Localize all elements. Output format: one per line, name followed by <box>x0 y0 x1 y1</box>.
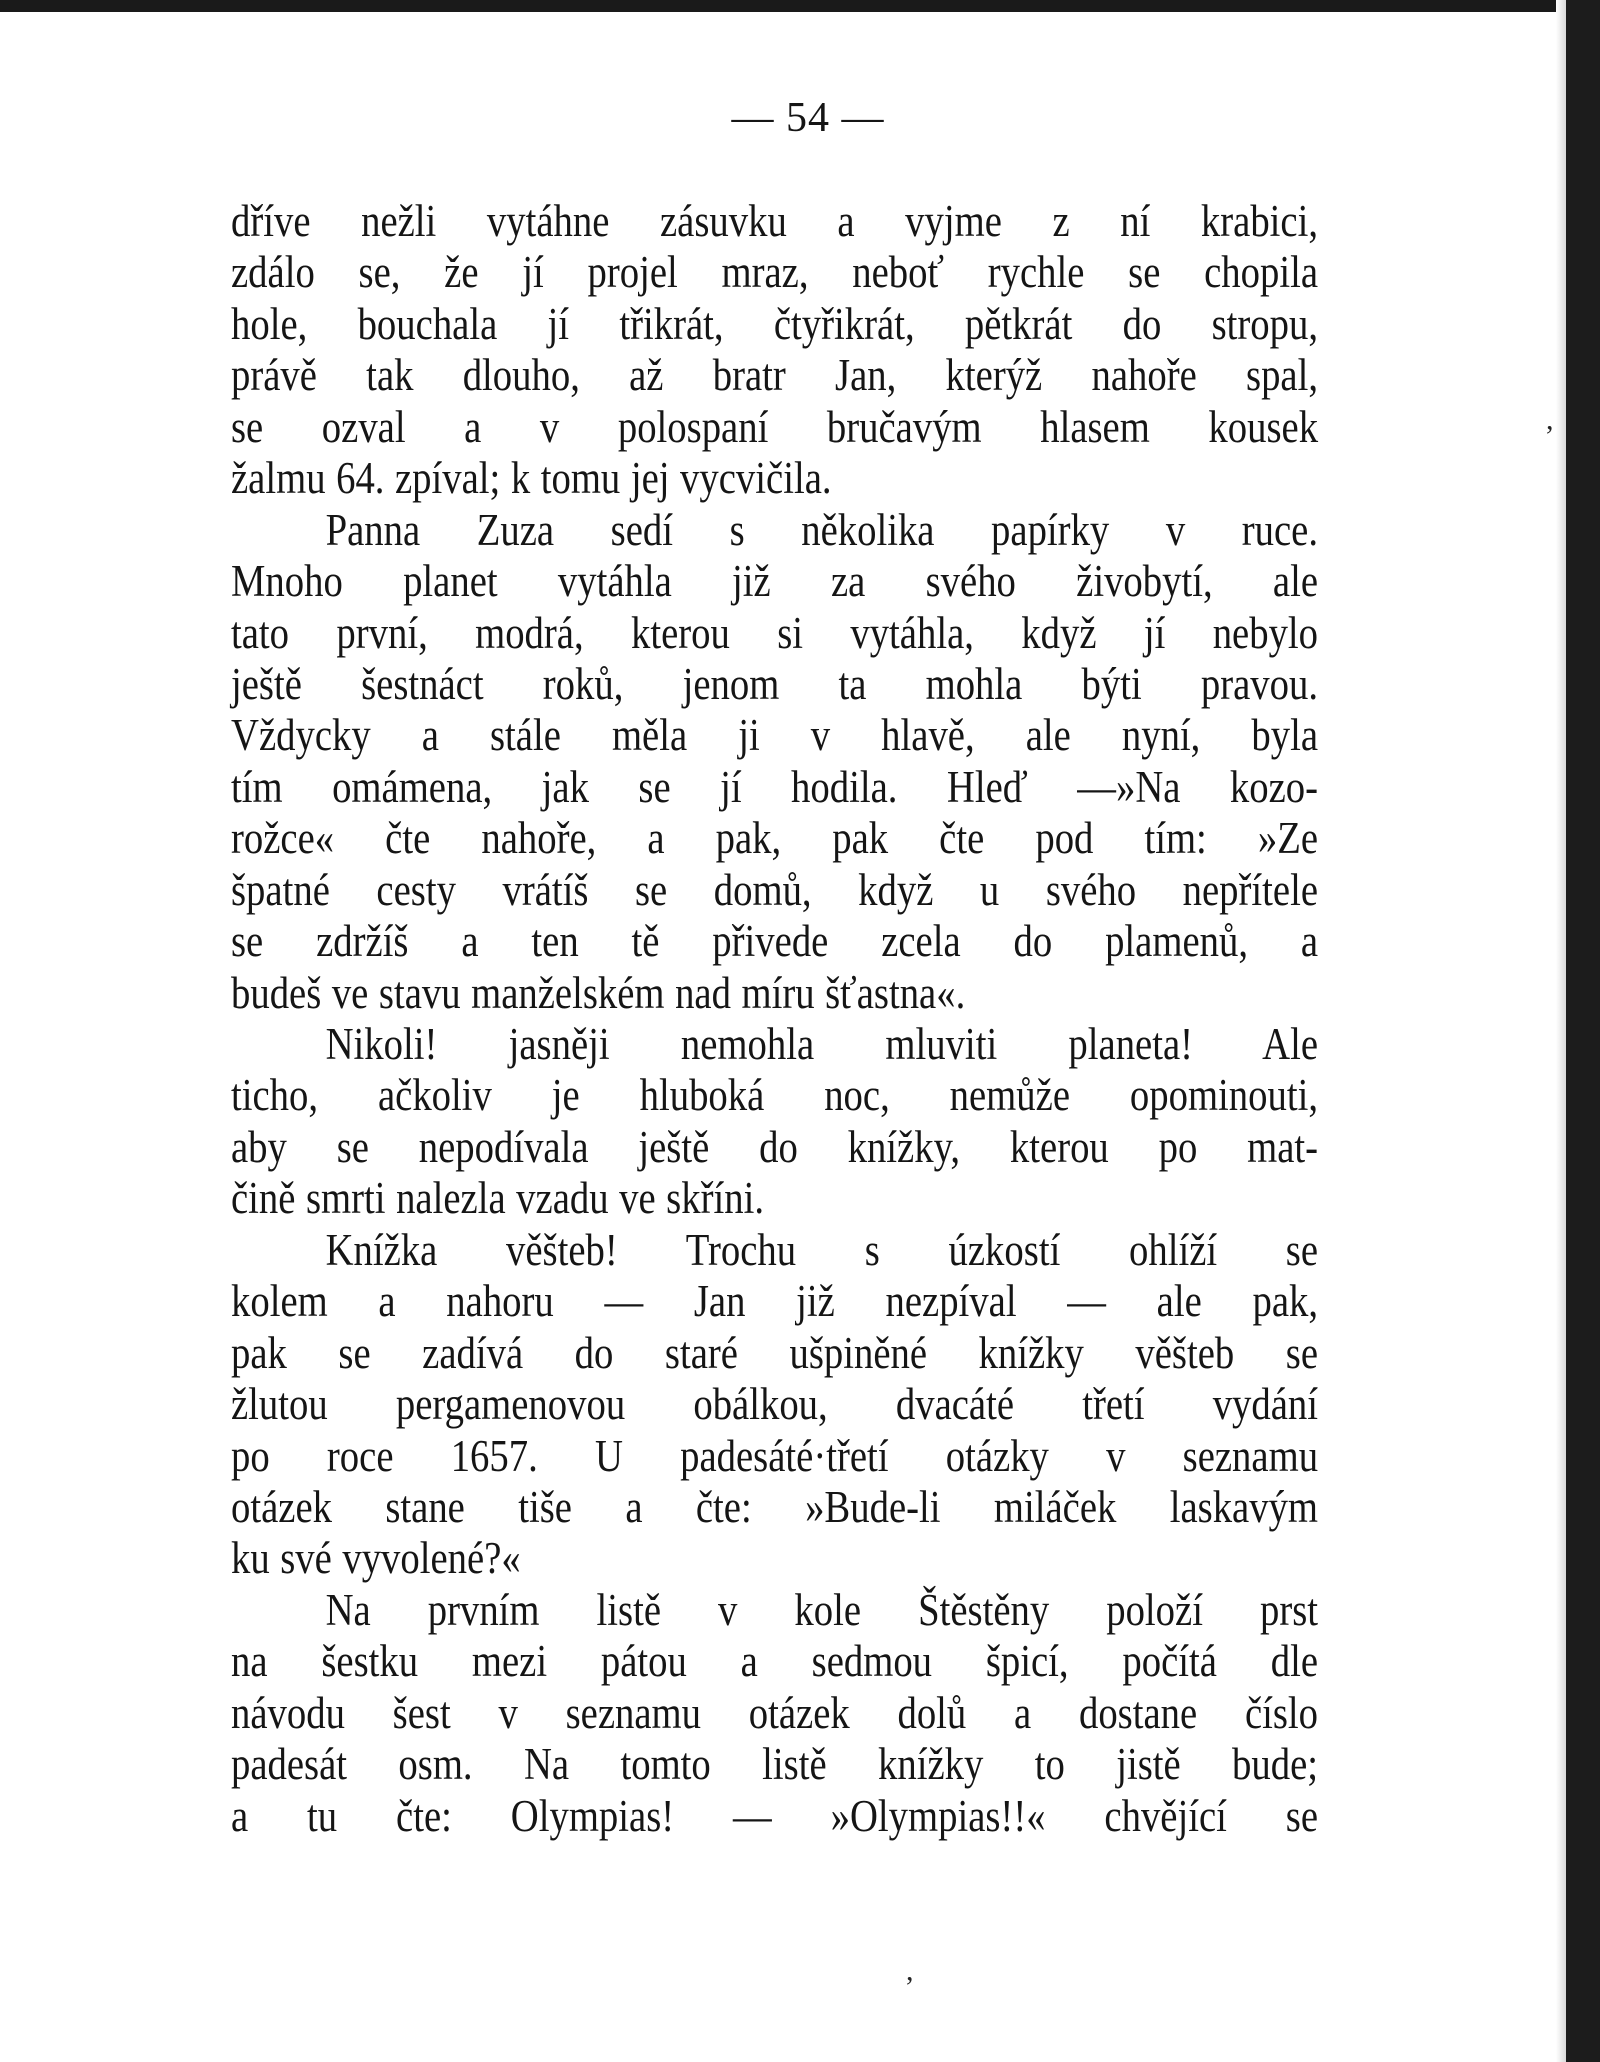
text-line: Panna Zuza sedí s několika papírky v ruce. <box>325 504 1319 555</box>
text-line: a tu čte: Olympias! — »Olympias!!« chvějící se <box>231 1790 1319 1841</box>
scan-border-right <box>1566 0 1600 2062</box>
text-line: se ozval a v polospaní bručavým hlasem kousek <box>231 401 1319 452</box>
text-line: Knížka věšteb! Trochu s úzkostí ohlíží se <box>325 1224 1319 1275</box>
page-edge-shadow <box>1556 0 1566 2062</box>
text-line: Na prvním listě v kole Štěstěny položí prst <box>325 1584 1319 1635</box>
page-number: — 54 — <box>731 95 885 141</box>
text-line: žalmu 64. zpíval; k tomu jej vycvičila. <box>231 453 832 504</box>
text-line: Mnoho planet vytáhla již za svého živobytí, ale <box>231 556 1319 607</box>
text-line: otázek stane tiše a čte: »Bude-li miláček laskavým <box>231 1481 1319 1532</box>
text-line: tím omámena, jak se jí hodila. Hleď —»Na kozo- <box>231 761 1319 812</box>
text-line: žlutou pergamenovou obálkou, dvacáté třetí vydání <box>231 1379 1319 1430</box>
book-page <box>231 92 1357 1842</box>
text-line: čině smrti nalezla vzadu ve skříni. <box>231 1173 765 1224</box>
text-line: pak se zadívá do staré ušpiněné knížky věšteb se <box>231 1327 1319 1378</box>
text-body <box>231 196 1357 1842</box>
text-line: padesát osm. Na tomto listě knížky to jistě bude; <box>231 1739 1319 1790</box>
text-line: zdálo se, že jí projel mraz, neboť rychle se chopila <box>231 247 1319 298</box>
text-line: hole, bouchala jí třikrát, čtyřikrát, pětkrát do stropu, <box>231 298 1319 349</box>
text-line: kolem a nahoru — Jan již nezpíval — ale pak, <box>231 1276 1319 1327</box>
scan-border-top <box>0 0 1600 12</box>
text-line: ku své vyvolené?« <box>231 1533 521 1584</box>
text-line: návodu šest v seznamu otázek dolů a dostane číslo <box>231 1687 1319 1738</box>
text-line: dříve nežli vytáhne zásuvku a vyjme z ní krabici, <box>231 196 1319 246</box>
text-line: právě tak dlouho, až bratr Jan, kterýž nahoře spal, <box>231 350 1319 401</box>
text-line: rožce« čte nahoře, a pak, pak čte pod tím: »Ze <box>231 813 1319 864</box>
text-line: po roce 1657. U padesáté·třetí otázky v seznamu <box>231 1430 1319 1481</box>
text-line: Vždycky a stále měla ji v hlavě, ale nyní, byla <box>231 710 1319 761</box>
text-line: budeš ve stavu manželském nad míru šťastna«. <box>231 967 966 1018</box>
bottom-speck: , <box>906 1954 914 1987</box>
text-line: aby se nepodívala ještě do knížky, kterou po mat- <box>231 1121 1319 1172</box>
text-line: se zdržíš a ten tě přivede zcela do plamenů, a <box>231 916 1319 967</box>
text-line: ještě šestnáct roků, jenom ta mohla býti pravou. <box>231 658 1319 709</box>
margin-speck: , <box>1546 403 1554 436</box>
text-line: tato první, modrá, kterou si vytáhla, když jí nebylo <box>231 607 1319 658</box>
text-line: Nikoli! jasněji nemohla mluviti planeta! Ale <box>325 1019 1319 1069</box>
text-line: špatné cesty vrátíš se domů, když u svého nepřítele <box>231 864 1319 915</box>
text-line: ticho, ačkoliv je hluboká noc, nemůže opominouti, <box>231 1070 1319 1121</box>
text-line: na šestku mezi pátou a sedmou špicí, počítá dle <box>231 1636 1319 1687</box>
